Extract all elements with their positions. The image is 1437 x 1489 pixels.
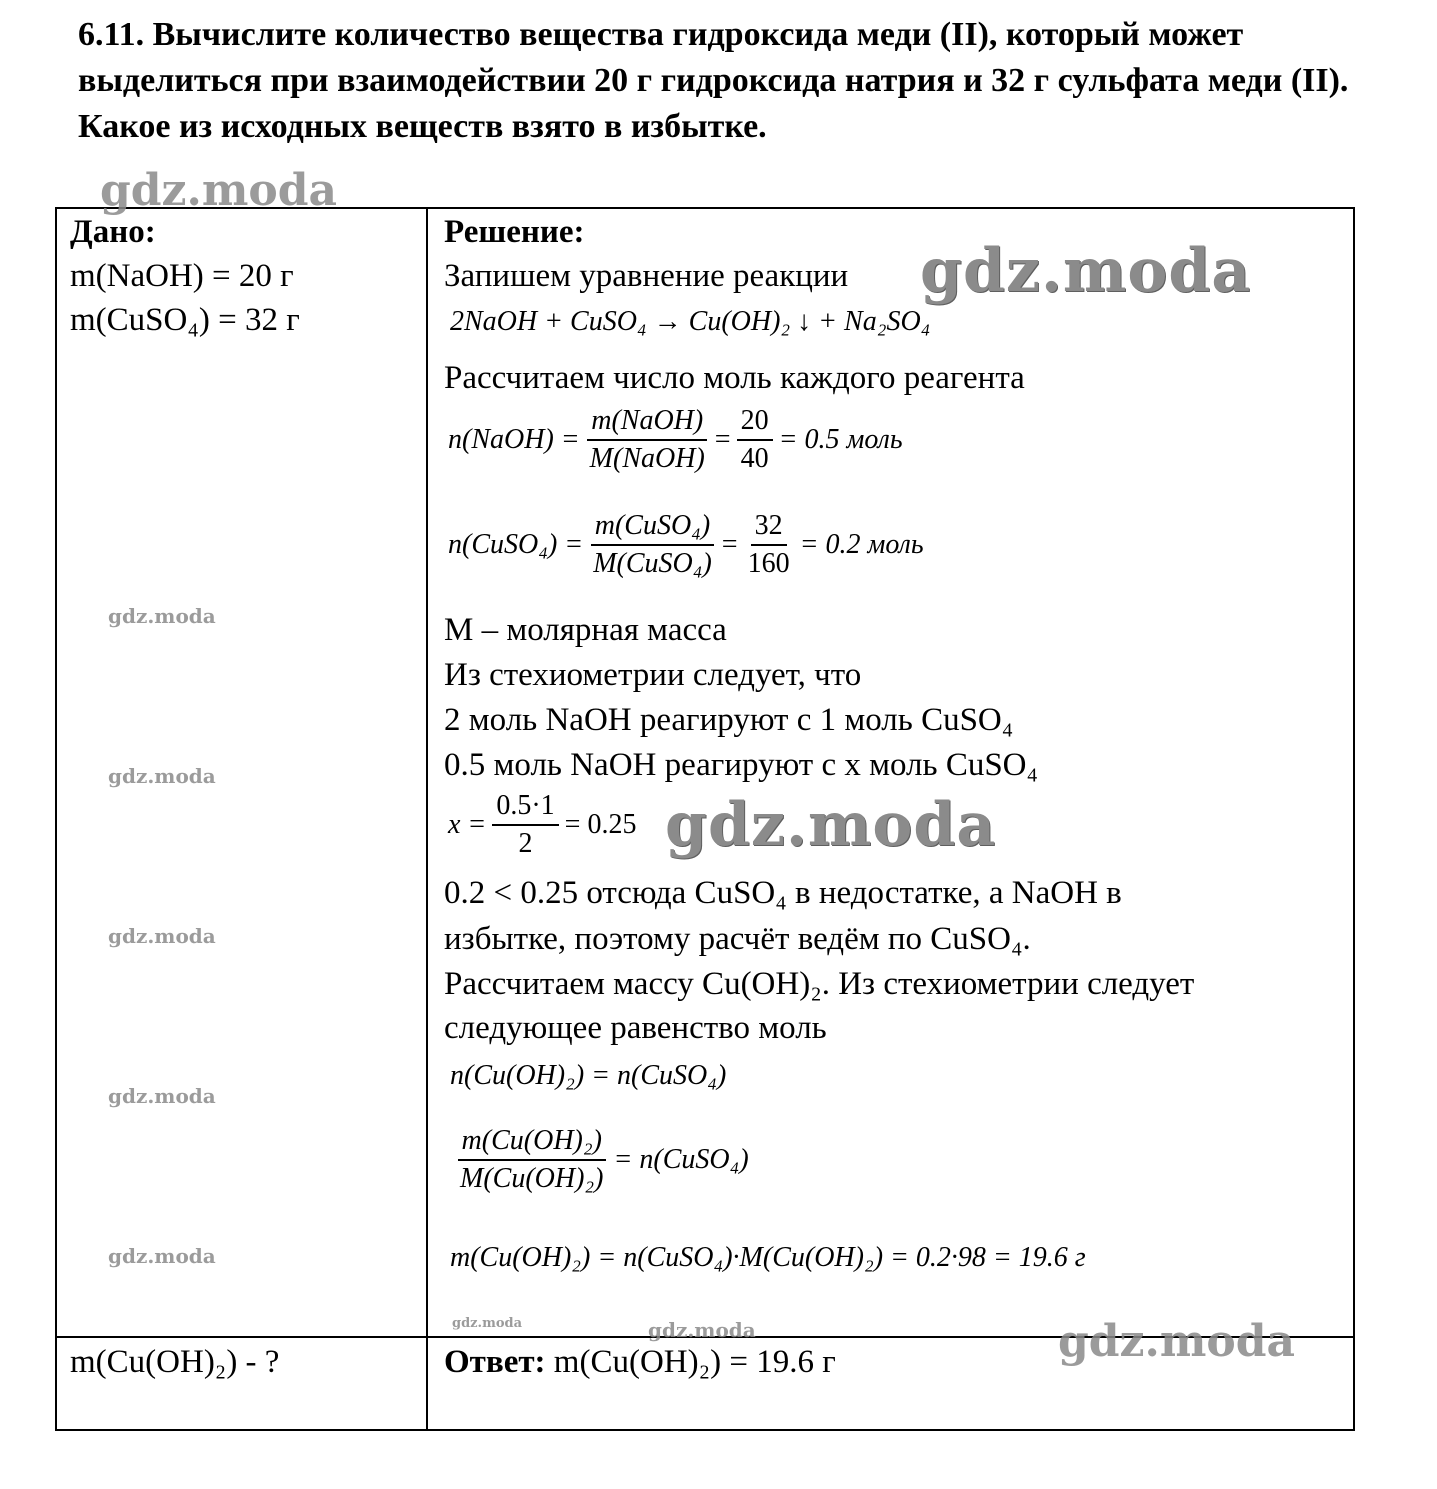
numerator: 32 [751, 510, 787, 546]
numerator: 0.5·1 [492, 790, 558, 826]
formula-mole-equality: n(Cu(OH)₂) = n(CuSO₄) [450, 1060, 727, 1091]
numerator: m(Cu(OH)₂) [458, 1125, 606, 1161]
equals: = [721, 529, 738, 560]
watermark: gdz.moda [100, 165, 338, 216]
solution-line: M – молярная масса [444, 612, 727, 648]
column-divider [426, 207, 428, 1429]
watermark: gdz.moda [920, 236, 1252, 306]
formula-mass-ratio [450, 1125, 749, 1195]
watermark: gdz.moda [452, 1316, 523, 1331]
solution-line: Рассчитаем массу Cu(OH)₂. Из стехиометрии следует [444, 966, 1195, 1002]
fraction [456, 1125, 607, 1195]
fraction [492, 790, 558, 860]
denominator: M(Cu(OH)₂) [460, 1163, 604, 1194]
watermark: gdz.moda [1058, 1316, 1296, 1367]
watermark: gdz.moda [648, 1318, 756, 1342]
formula-n-naoh [448, 405, 903, 475]
answer-label: Ответ: [444, 1344, 546, 1380]
formula-rhs: = n(CuSO₄) [613, 1144, 749, 1175]
watermark: gdz.moda [108, 924, 216, 948]
formula-rhs: = 0.5 моль [778, 424, 903, 455]
solution-line: 0.5 моль NaOH реагируют с x моль CuSO₄ [444, 747, 1039, 783]
denominator: M(CuSO₄) [593, 548, 712, 579]
numerator: m(CuSO₄) [591, 510, 715, 546]
formula-mass-result: m(Cu(OH)₂) = n(CuSO₄)·M(Cu(OH)₂) = 0.2·98 = 19.6 г [450, 1242, 1086, 1273]
formula-lhs: x = [448, 809, 487, 840]
formula-lhs: n(NaOH) = [448, 424, 580, 455]
denominator: 2 [518, 828, 533, 859]
solution-line: Запишем уравнение реакции [444, 258, 849, 294]
given-item: m(NaOH) = 20 г [70, 258, 294, 294]
solution-line: Рассчитаем число моль каждого реагента [444, 360, 1025, 396]
numerator: m(NaOH) [587, 405, 707, 441]
answer-line [444, 1342, 836, 1382]
find-quantity: m(Cu(OH)₂) - ? [70, 1344, 280, 1380]
denominator: M(NaOH) [589, 443, 705, 474]
denominator: 160 [747, 548, 790, 579]
equals: = [714, 424, 731, 455]
answer-value: m(Cu(OH)₂) = 19.6 г [553, 1344, 836, 1380]
fraction [589, 510, 716, 580]
watermark: gdz.moda [108, 764, 216, 788]
formula-x [448, 790, 636, 860]
fraction [744, 510, 794, 580]
fraction [737, 405, 773, 475]
formula-lhs: n(CuSO₄) = [448, 529, 584, 560]
solution-heading: Решение: [444, 214, 585, 250]
fraction [586, 405, 709, 475]
solution-line: 2 моль NaOH реагируют с 1 моль CuSO₄ [444, 702, 1014, 738]
problem-statement: 6.11. Вычислите количество вещества гидроксида меди (II), который может выделиться при взаимодействии 20 г гидроксида натрия и 32 г сульфата меди (II). Какое из исходных веществ взято в избытке. [78, 16, 1349, 145]
formula-rhs: = 0.2 моль [799, 529, 924, 560]
solution-line: Из стехиометрии следует, что [444, 657, 862, 693]
given-heading: Дано: [70, 214, 156, 250]
solution-line: 0.2 < 0.25 отсюда CuSO₄ в недостатке, а NaOH в [444, 875, 1122, 911]
solution-line: избытке, поэтому расчёт ведём по CuSO₄. [444, 921, 1031, 957]
given-item: m(CuSO₄) = 32 г [70, 302, 300, 338]
reaction-equation: 2NaOH + CuSO₄ → Cu(OH)₂ ↓ + Na₂SO₄ [450, 306, 931, 337]
formula-n-cuso4 [448, 510, 924, 580]
watermark: gdz.moda [108, 1084, 216, 1108]
watermark: gdz.moda [665, 790, 997, 860]
watermark: gdz.moda [108, 604, 216, 628]
formula-rhs: = 0.25 [564, 809, 637, 840]
numerator: 20 [737, 405, 773, 441]
solution-line: следующее равенство моль [444, 1010, 827, 1046]
watermark: gdz.moda [108, 1244, 216, 1268]
denominator: 40 [740, 443, 769, 474]
